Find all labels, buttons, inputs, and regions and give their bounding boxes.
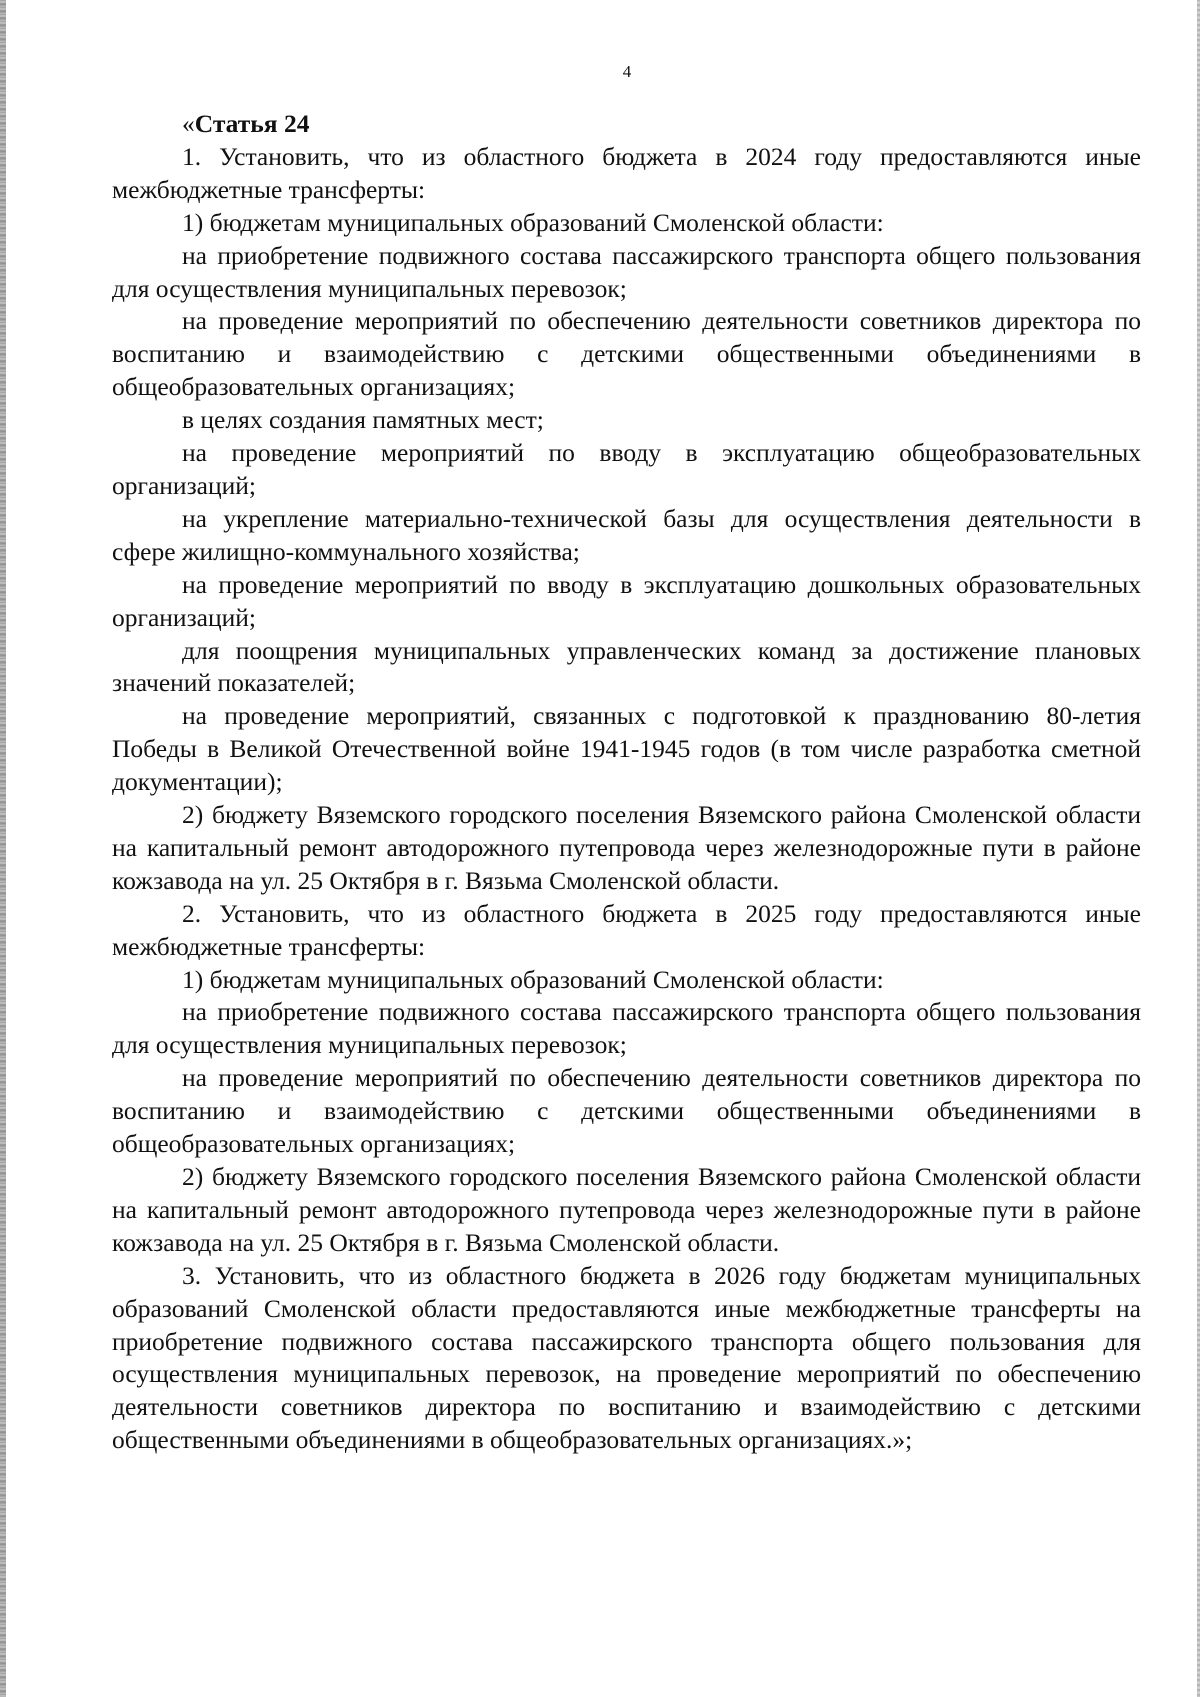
paragraph-3: на приобретение подвижного состава пассажирского транспорта общего пользования для осуществления муниципальных перевозок; bbox=[112, 240, 1141, 303]
paragraph-12: 2. Установить, что из областного бюджета в 2025 году предоставляются иные межбюджетные трансферты: bbox=[112, 898, 1141, 961]
paragraph-7: на укрепление материально-технической базы для осуществления деятельности в сфере жилищно-коммунального хозяйства; bbox=[112, 503, 1141, 566]
opening-quote: « bbox=[182, 109, 195, 138]
paragraph-9: для поощрения муниципальных управленческих команд за достижение плановых значений показателей; bbox=[112, 635, 1141, 698]
paragraph-17: 3. Установить, что из областного бюджета в 2026 году бюджетам муниципальных образований Смоленской области предоставляются иные межбюджетные трансферты на приобретение подвижного состава пассажирского транспорта общего пользования для осуществления муниципальных перевозок, на проведение мероприятий по обеспечению деятельности советников директора по воспитанию и взаимодействию с детскими общественными объединениями в общеобразовательных организациях.»; bbox=[112, 1260, 1141, 1455]
paragraph-5: в целях создания памятных мест; bbox=[182, 405, 544, 435]
paragraph-11: 2) бюджету Вяземского городского поселения Вяземского района Смоленской области на капитальный ремонт автодорожного путепровода через железнодорожные пути в районе кожзавода на ул. 25 Октября в г. Вязьма Смоленской области. bbox=[112, 800, 1141, 895]
paragraph-2: 1) бюджетам муниципальных образований Смоленской области: bbox=[182, 207, 884, 237]
document-body bbox=[112, 108, 1141, 1457]
paragraph-8: на проведение мероприятий по вводу в эксплуатацию дошкольных образовательных организаций; bbox=[112, 569, 1141, 632]
paragraph-4: на проведение мероприятий по обеспечению деятельности советников директора по воспитанию и взаимодействию с детскими общественными объединениями в общеобразовательных организациях; bbox=[112, 306, 1141, 402]
page-number: 4 bbox=[622, 62, 632, 81]
paragraph-1: 1. Установить, что из областного бюджета в 2024 году предоставляются иные межбюджетные трансферты: bbox=[112, 141, 1141, 204]
paragraph-10: на проведение мероприятий, связанных с подготовкой к празднованию 80-летия Победы в Великой Отечественной войне 1941-1945 годов (в том числе разработка сметной документации); bbox=[112, 701, 1141, 797]
paragraph-13: 1) бюджетам муниципальных образований Смоленской области: bbox=[182, 964, 884, 994]
paragraph-14: на приобретение подвижного состава пассажирского транспорта общего пользования для осуществления муниципальных перевозок; bbox=[112, 997, 1141, 1060]
paragraph-6: на проведение мероприятий по вводу в эксплуатацию общеобразовательных организаций; bbox=[112, 438, 1141, 500]
scan-edge-left bbox=[0, 0, 6, 1697]
paragraph-16: 2) бюджету Вяземского городского поселения Вяземского района Смоленской области на капитальный ремонт автодорожного путепровода через железнодорожные пути в районе кожзавода на ул. 25 Октября в г. Вязьма Смоленской области. bbox=[112, 1162, 1141, 1257]
article-title: Статья 24 bbox=[194, 109, 310, 138]
article-heading bbox=[112, 108, 1141, 141]
paragraph-15: на проведение мероприятий по обеспечению деятельности советников директора по воспитанию и взаимодействию с детскими общественными объединениями в общеобразовательных организациях; bbox=[112, 1063, 1141, 1159]
